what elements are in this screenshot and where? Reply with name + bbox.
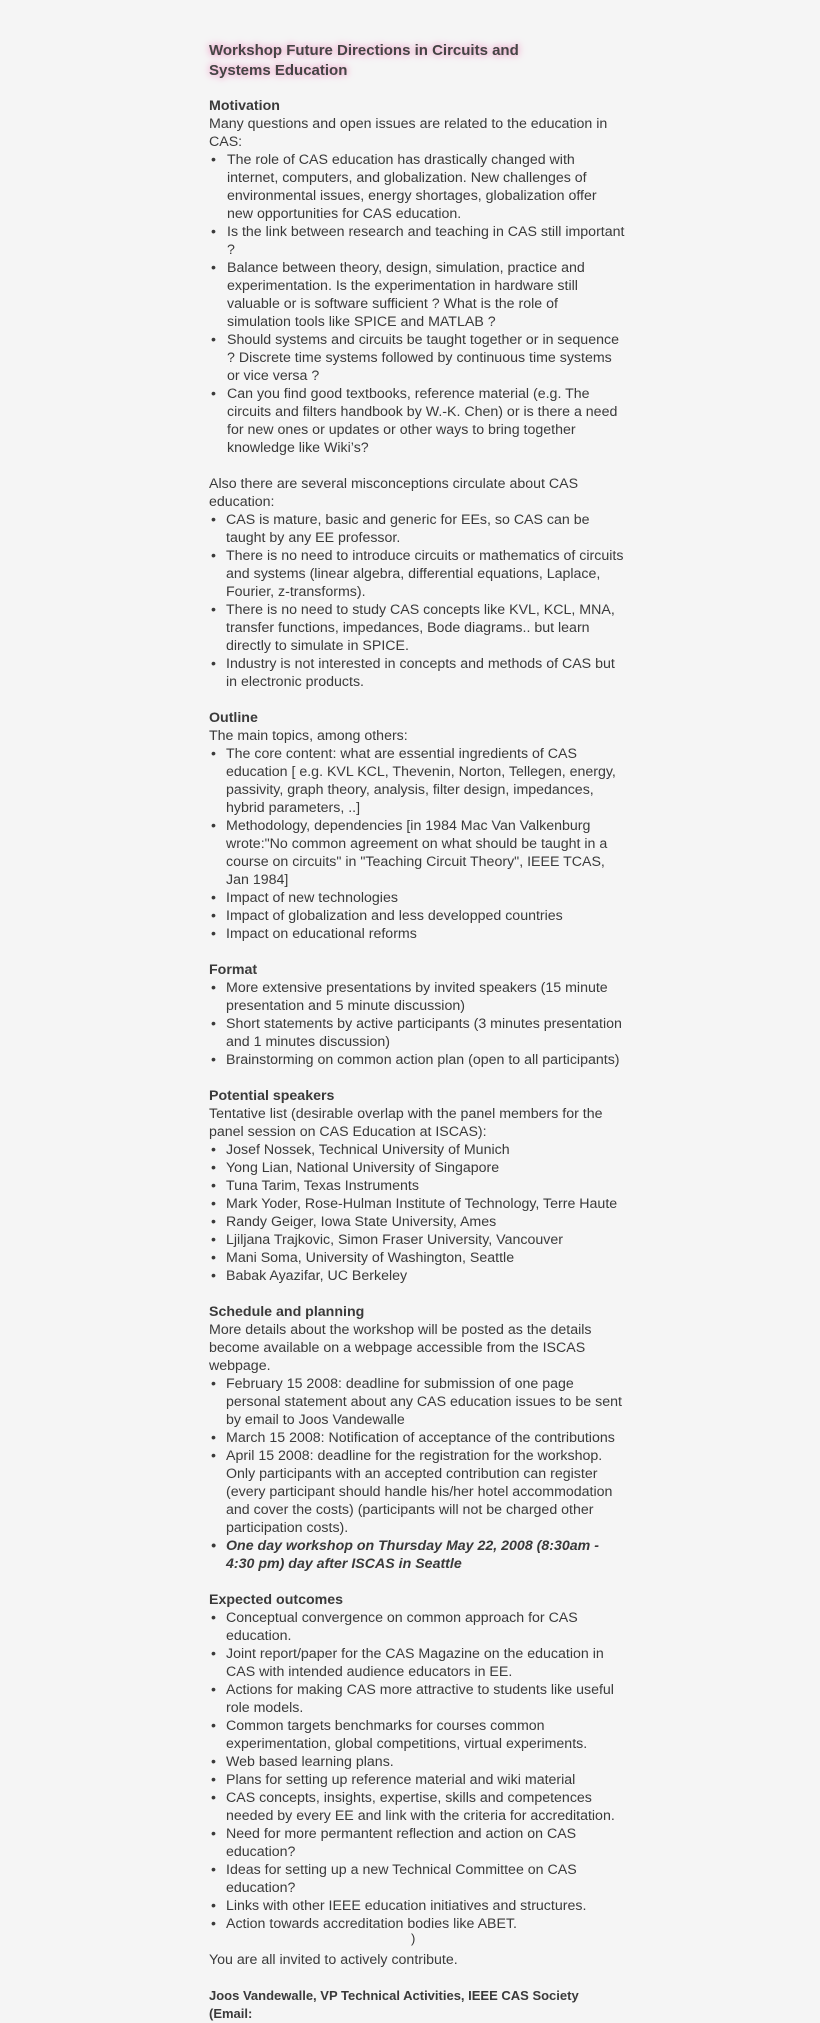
document-title: Workshop Future Directions in Circuits and Systems Education [209, 42, 519, 79]
list-item: • Plans for setting up reference material and wiki material [209, 1771, 625, 1789]
bullet-list [209, 745, 625, 943]
signature-close: ) [411, 1931, 416, 1946]
list-item: • Mark Yoder, Rose-Hulman Institute of Technology, Terre Haute [209, 1195, 625, 1213]
section-heading: Schedule and planning [209, 1304, 365, 1320]
format-section [209, 961, 625, 1069]
list-item: • CAS is mature, basic and generic for EEs, so CAS can be taught by any EE professor. [209, 511, 625, 547]
list-item: • Balance between theory, design, simulation, practice and experimentation. Is the experimentation in hardware still valuable or is software sufficient ? What is the role of simulation tools like SPICE and MATLAB ? [209, 259, 625, 331]
bullet-list [209, 1609, 625, 1933]
list-item: • Is the link between research and teaching in CAS still important ? [209, 223, 625, 259]
list-item: • Links with other IEEE education initiatives and structures. [209, 1897, 625, 1915]
list-item: • Josef Nossek, Technical University of Munich [209, 1141, 625, 1159]
list-item: • Industry is not interested in concepts and methods of CAS but in electronic products. [209, 655, 625, 691]
section-intro: Many questions and open issues are related to the education in CAS: [209, 116, 608, 150]
list-item: • More extensive presentations by invited speakers (15 minute presentation and 5 minute discussion) [209, 979, 625, 1015]
bullet-list [209, 1375, 625, 1573]
list-item: • Tuna Tarim, Texas Instruments [209, 1177, 625, 1195]
list-item: • Joint report/paper for the CAS Magazine on the education in CAS with intended audience educators in EE. [209, 1645, 625, 1681]
section-intro: Also there are several misconceptions circulate about CAS education: [209, 476, 579, 510]
list-item: • Ljiljana Trajkovic, Simon Fraser University, Vancouver [209, 1231, 625, 1249]
signature: Joos Vandewalle, VP Technical Activities, IEEE CAS Society (Email: [209, 1988, 579, 2021]
list-item: • Short statements by active participants (3 minutes presentation and 1 minutes discussion) [209, 1015, 625, 1051]
list-item: • Conceptual convergence on common approach for CAS education. [209, 1609, 625, 1645]
section-intro: Tentative list (desirable overlap with the panel members for the panel session on CAS Education at ISCAS): [209, 1106, 603, 1140]
bullet-list [209, 511, 625, 691]
invitation-text: You are all invited to actively contribute. [209, 1952, 458, 1968]
list-item: • Impact on educational reforms [209, 925, 625, 943]
outline-section [209, 709, 625, 943]
list-item: • Randy Geiger, Iowa State University, Ames [209, 1213, 625, 1231]
list-item: • February 15 2008: deadline for submission of one page personal statement about any CAS education issues to be sent by email to Joos Vandewalle [209, 1375, 625, 1429]
list-item: • There is no need to introduce circuits or mathematics of circuits and systems (linear algebra, differential equations, Laplace, Fourier, z-transforms). [209, 547, 625, 601]
list-item: • March 15 2008: Notification of acceptance of the contributions [209, 1429, 625, 1447]
list-item: • Ideas for setting up a new Technical Committee on CAS education? [209, 1861, 625, 1897]
list-item: • Mani Soma, University of Washington, Seattle [209, 1249, 625, 1267]
workshop-date-highlight: • One day workshop on Thursday May 22, 2008 (8:30am - 4:30 pm) day after ISCAS in Seattle [209, 1537, 625, 1573]
list-item: • The role of CAS education has drastically changed with internet, computers, and globalization. New challenges of environmental issues, energy shortages, globalization offer new opportunities for CAS education. [209, 151, 625, 223]
misconceptions-section [209, 475, 625, 691]
section-heading: Motivation [209, 98, 280, 114]
list-item: • Need for more permantent reflection and action on CAS education? [209, 1825, 625, 1861]
list-item: • Can you find good textbooks, reference material (e.g. The circuits and filters handbook by W.-K. Chen) or is there a need for new ones or updates or other ways to bring together knowledge like Wiki’s? [209, 385, 625, 457]
list-item: • Methodology, dependencies [in 1984 Mac Van Valkenburg wrote:"No common agreement on what should be taught in a course on circuits" in "Teaching Circuit Theory", IEEE TCAS, Jan 1984] [209, 817, 625, 889]
outcomes-section [209, 1591, 625, 1933]
list-item: • Actions for making CAS more attractive to students like useful role models. [209, 1681, 625, 1717]
speakers-section [209, 1087, 625, 1285]
list-item: • The core content: what are essential ingredients of CAS education [ e.g. KVL KCL, Thevenin, Norton, Tellegen, energy, passivity, graph theory, analysis, filter design, impedances, hybrid parameters, ..] [209, 745, 625, 817]
list-item: • There is no need to study CAS concepts like KVL, KCL, MNA, transfer functions, impedances, Bode diagrams.. but learn directly to simulate in SPICE. [209, 601, 625, 655]
list-item: • Should systems and circuits be taught together or in sequence ? Discrete time systems followed by continuous time systems or vice versa ? [209, 331, 625, 385]
list-item: • Brainstorming on common action plan (open to all participants) [209, 1051, 625, 1069]
document-body [209, 41, 625, 2023]
bullet-list [209, 1141, 625, 1285]
list-item: • Impact of globalization and less developped countries [209, 907, 625, 925]
list-item: • Yong Lian, National University of Singapore [209, 1159, 625, 1177]
section-heading: Potential speakers [209, 1088, 335, 1104]
section-heading: Format [209, 962, 258, 978]
bullet-list [209, 151, 625, 457]
section-intro: The main topics, among others: [209, 728, 408, 744]
schedule-section [209, 1303, 625, 1573]
section-heading: Expected outcomes [209, 1592, 344, 1608]
list-item: • Common targets benchmarks for courses common experimentation, global competitions, virtual experiments. [209, 1717, 625, 1753]
bullet-list [209, 979, 625, 1069]
list-item: • Action towards accreditation bodies like ABET. [209, 1915, 625, 1933]
list-item: • Impact of new technologies [209, 889, 625, 907]
motivation-section [209, 97, 625, 457]
list-item: • April 15 2008: deadline for the registration for the workshop. Only participants with an accepted contribution can register (every participant should handle his/her hotel accommodation and cover the costs) (participants will not be charged other participation costs). [209, 1447, 625, 1537]
list-item: • CAS concepts, insights, expertise, skills and competences needed by every EE and link with the criteria for accreditation. [209, 1789, 625, 1825]
list-item: • Web based learning plans. [209, 1753, 625, 1771]
list-item: • Babak Ayazifar, UC Berkeley [209, 1267, 625, 1285]
section-heading: Outline [209, 710, 258, 726]
section-intro: More details about the workshop will be posted as the details become available on a webpage accessible from the ISCAS webpage. [209, 1322, 592, 1374]
